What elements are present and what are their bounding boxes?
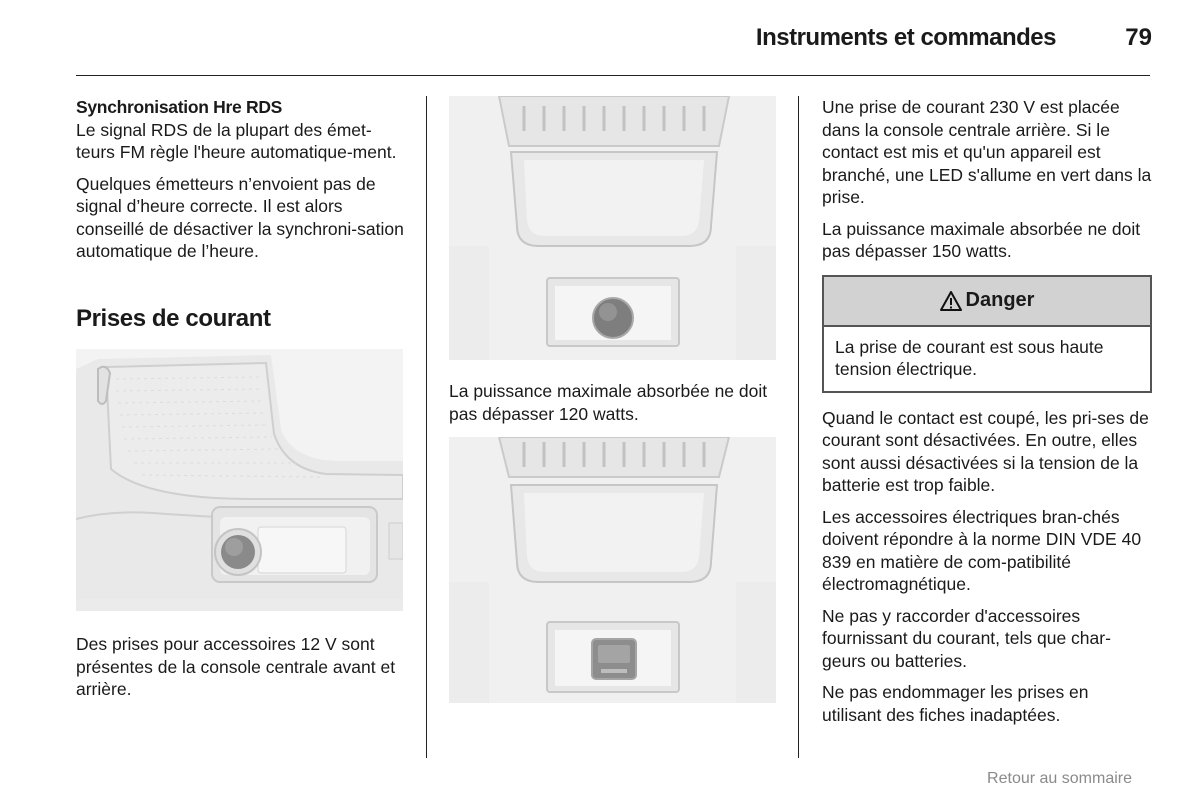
section-title: Prises de courant [76, 305, 271, 332]
danger-text: La prise de courant est sous haute tension électrique. [835, 336, 1104, 379]
paragraph: Les accessoires électriques bran-chés doivent répondre à la norme DIN VDE 40 839 en matière de com-patibilité électromagnétique. [822, 506, 1142, 594]
figure-rear-console-12v-socket [449, 96, 776, 360]
left-column-bottom [76, 633, 409, 710]
paragraph: Des prises pour accessoires 12 V sont présentes de la console centrale avant et arrière. [76, 634, 396, 699]
front-socket-illustration [76, 349, 403, 611]
middle-caption [449, 380, 784, 434]
section-heading-block [76, 305, 409, 332]
figure-front-console-socket [76, 349, 403, 611]
paragraph: Quelques émetteurs n’envoient pas de signal d’heure correcte. Il est alors conseillé de désactiver la synchroni-sation automatique de l’heure. [76, 173, 404, 261]
paragraph: La puissance maximale absorbée ne doit pas dépasser 150 watts. [822, 218, 1141, 261]
subheading-rds-sync: Synchronisation Hre RDS [76, 97, 283, 117]
figure-rear-console-230v-socket [449, 437, 776, 703]
caption: La puissance maximale absorbée ne doit pas dépasser 120 watts. [449, 381, 768, 424]
danger-header [824, 277, 1150, 327]
chapter-title: Instruments et commandes [755, 24, 1056, 51]
warning-triangle-icon [940, 291, 962, 311]
danger-warning-box [822, 275, 1152, 393]
page-number: 79 [1125, 24, 1152, 51]
paragraph: Le signal RDS de la plupart des émet-teurs FM règle l'heure automatique-ment. [76, 119, 397, 162]
paragraph: Ne pas endommager les prises en utilisant des fiches inadaptées. [822, 682, 1089, 725]
back-to-contents-link[interactable]: Retour au sommaire [987, 770, 1132, 787]
left-column [76, 96, 409, 272]
rear-230v-socket-illustration [449, 437, 776, 703]
paragraph: Quand le contact est coupé, les pri-ses de courant sont désactivées. En outre, elles sont aussi désactivées si la tension de la batterie est trop faible. [822, 407, 1149, 495]
paragraph: Ne pas y raccorder d'accessoires fournissant du courant, tels que char-geurs ou batteries. [822, 605, 1111, 671]
header-divider [76, 75, 1150, 76]
column-divider-right [798, 96, 799, 758]
right-column [822, 96, 1152, 735]
danger-title: Danger [965, 289, 1035, 312]
column-divider-left [426, 96, 427, 758]
paragraph: Une prise de courant 230 V est placée dans la console centrale arrière. Si le contact est mis et qu'un appareil est branché, une LED s'allume en vert dans la prise. [822, 97, 1152, 207]
rear-12v-socket-illustration [449, 96, 776, 360]
